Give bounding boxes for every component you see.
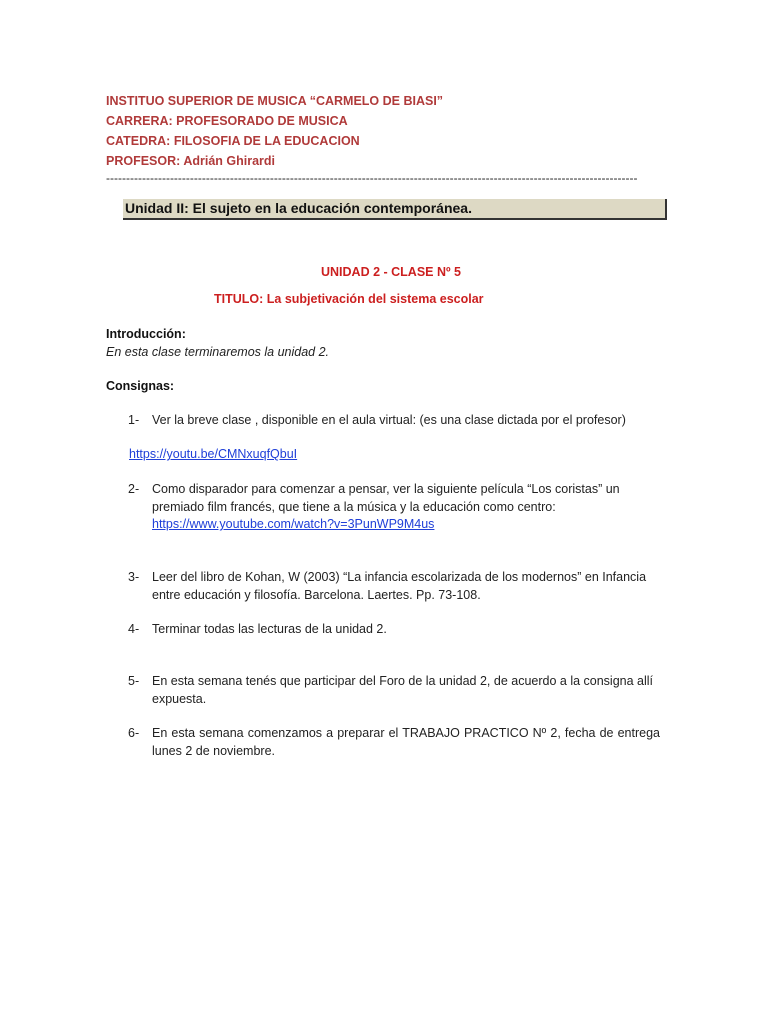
list-item	[128, 725, 660, 760]
item-number: 4-	[128, 622, 140, 636]
institute-name: INSTITUO SUPERIOR DE MUSICA “CARMELO DE BIASI”	[106, 94, 444, 108]
item-text: Leer del libro de Kohan, W (2003) “La infancia escolarizada de los modernos” en Infancia entre educación y filosofía. Barcelona. Laertes. Pp. 73-108.	[152, 570, 647, 602]
item-text: En esta semana comenzamos a preparar el TRABAJO PRACTICO Nº 2, fecha de entrega lunes 2 de noviembre.	[152, 726, 660, 758]
item-number: 2-	[128, 482, 140, 496]
item-text: En esta semana tenés que participar del Foro de la unidad 2, de acuerdo a la consigna allí expuesta.	[152, 674, 654, 706]
career-line: CARRERA: PROFESORADO DE MUSICA	[106, 114, 348, 128]
chair-line: CATEDRA: FILOSOFIA DE LA EDUCACION	[106, 134, 360, 148]
video-link-wrapper	[129, 446, 297, 462]
item-number: 3-	[128, 570, 140, 584]
document-header	[106, 91, 443, 171]
intro-text: En esta clase terminaremos la unidad 2.	[106, 345, 330, 359]
list-item	[128, 412, 660, 430]
list-item	[128, 673, 660, 708]
item-text: Terminar todas las lecturas de la unidad 2.	[152, 622, 387, 636]
list-item	[128, 569, 660, 604]
list-item	[128, 621, 660, 639]
item-body	[152, 481, 660, 534]
item-text: Como disparador para comenzar a pensar, ver la siguiente película “Los coristas” un premiado film francés, que tiene a la música y la educación como centro:	[152, 482, 620, 514]
item-number: 5-	[128, 674, 140, 688]
class-title: UNIDAD 2 - CLASE Nº 5	[321, 265, 461, 279]
video-link[interactable]: https://youtu.be/CMNxuqfQbuI	[129, 447, 298, 461]
class-subtitle: TITULO: La subjetivación del sistema escolar	[214, 292, 484, 306]
intro-heading: Introducción:	[106, 327, 186, 341]
item-number: 1-	[128, 413, 140, 427]
separator-line: -------------------------------------------------------------------------------------------------------------------------------------	[106, 171, 638, 185]
unit-banner: Unidad II: El sujeto en la educación contemporánea.	[123, 199, 667, 220]
movie-link[interactable]: https://www.youtube.com/watch?v=3PunWP9M4us	[152, 517, 435, 531]
list-item	[128, 481, 660, 534]
professor-line: PROFESOR: Adrián Ghirardi	[106, 154, 276, 168]
consignas-heading: Consignas:	[106, 379, 175, 393]
item-number: 6-	[128, 726, 140, 740]
item-text: Ver la breve clase , disponible en el aula virtual: (es una clase dictada por el profesor)	[152, 413, 626, 427]
